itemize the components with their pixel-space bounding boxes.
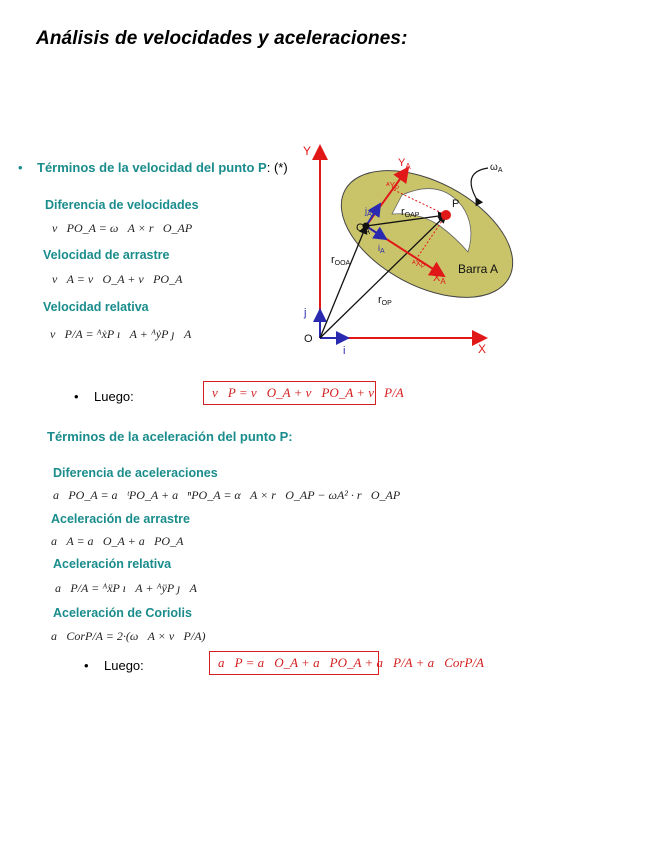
page-title: Análisis de velocidades y aceleraciones: <box>36 28 408 49</box>
velocity-drag-label: Velocidad de arrastre <box>43 248 170 262</box>
velocity-drag-equation: v⃗A = v⃗O_A + v⃗PO_A <box>52 272 183 286</box>
acceleration-coriolis-equation: a⃗CorP/A = 2·(ω⃗A × v⃗P/A) <box>51 629 206 643</box>
acceleration-drag-equation: a⃗A = a⃗O_A + a⃗PO_A <box>51 534 184 548</box>
acceleration-rel-equation: a⃗P/A = ᴬẍP ı⃗A + ᴬÿP ȷ⃗A <box>55 581 197 595</box>
unit-j-label: j <box>304 307 307 319</box>
acceleration-drag-label: Aceleración de arrastre <box>51 512 190 526</box>
projection-y-label: ᴬY$_P$ <box>386 181 399 192</box>
acceleration-then-label: Luego: <box>104 658 144 673</box>
projection-x-label: ᴬX$_P$ <box>412 259 425 270</box>
vector-r-oa-p-label: rOAP <box>401 206 420 219</box>
velocity-diff-label: Diferencia de velocidades <box>45 198 199 212</box>
unit-ja-label: $j_A$ <box>365 206 372 218</box>
acceleration-diff-label: Diferencia de aceleraciones <box>53 466 218 480</box>
velocity-rel-equation: v⃗P/A = ᴬẋP ı⃗A + ᴬẏP ȷ⃗A <box>50 327 192 341</box>
velocity-heading-main: Términos de la velocidad del punto P <box>37 160 267 175</box>
acceleration-result-equation: a⃗P = a⃗O_A + a⃗PO_A + a⃗P/A + a⃗CorP/A <box>209 651 379 675</box>
acceleration-heading: Términos de la aceleración del punto P: <box>47 429 293 444</box>
velocity-rel-label: Velocidad relativa <box>43 300 149 314</box>
velocity-then-label: Luego: <box>94 389 134 404</box>
kinematics-diagram <box>292 138 524 360</box>
velocity-heading-suffix: : (*) <box>266 160 288 175</box>
acceleration-rel-label: Aceleración relativa <box>53 557 172 571</box>
acceleration-coriolis-label: Aceleración de Coriolis <box>53 606 192 620</box>
velocity-result-equation: v⃗P = v⃗O_A + v⃗PO_A + v⃗P/A <box>203 381 376 405</box>
origin-label: O <box>304 333 313 345</box>
velocity-bullet: • <box>18 160 23 175</box>
body-label: Barra A <box>458 262 499 276</box>
omega-label: $\omega_A$ <box>490 162 503 174</box>
point-oa-label: $O_A$ <box>356 222 370 236</box>
xa-axis-label: $X_A$ <box>433 272 446 286</box>
point-p <box>441 210 451 220</box>
velocity-then-bullet: • <box>74 389 79 404</box>
vector-r-o-oa-label: rOOA <box>331 254 351 267</box>
acceleration-then-bullet: • <box>84 658 89 673</box>
omega-arc <box>471 168 488 198</box>
y-axis-label: Y <box>303 144 312 158</box>
vector-r-o-oa <box>320 226 366 338</box>
ya-axis-label: $Y_A$ <box>398 157 411 171</box>
acceleration-diff-equation: a⃗PO_A = a⃗ᵗPO_A + a⃗ⁿPO_A = α⃗A × r⃗O_AP − ωA² · r⃗O_AP <box>53 488 401 502</box>
velocity-diff-equation: v⃗PO_A = ω⃗A × r⃗O_AP <box>52 221 193 235</box>
unit-i-label: i <box>343 345 346 357</box>
point-p-label: P <box>452 198 460 210</box>
unit-ia-label: $i_A$ <box>378 243 385 255</box>
vector-r-op-label: rOP <box>378 294 392 307</box>
x-axis-label: X <box>478 342 487 356</box>
velocity-heading <box>37 160 288 175</box>
